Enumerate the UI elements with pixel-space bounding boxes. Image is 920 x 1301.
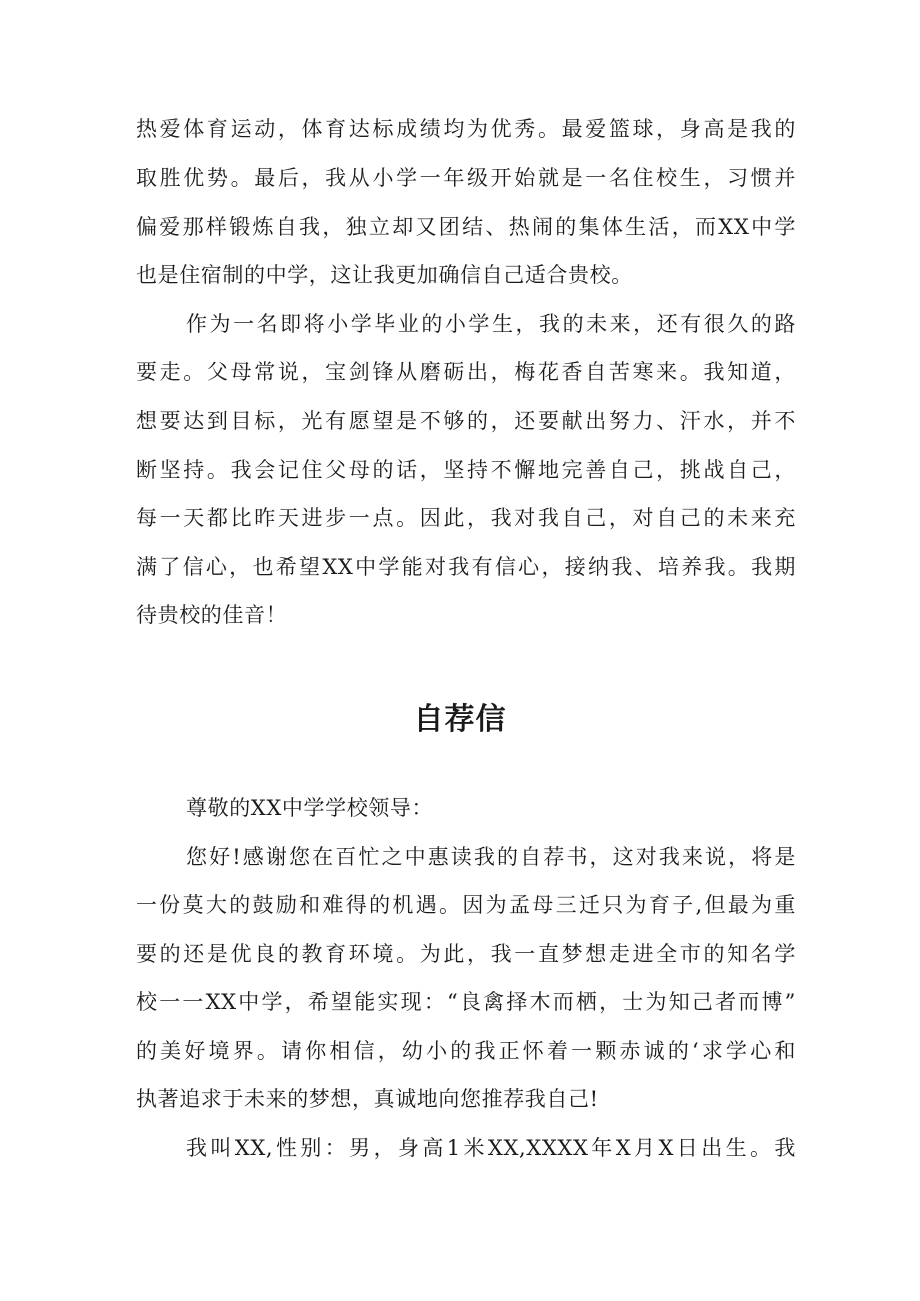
text-line: 想要达到目标，光有愿望是不够的，还要献出努力、汗水，并不 bbox=[136, 409, 796, 433]
text-line: 要的还是优良的教育环境。为此，我一直梦想走进全市的知名学 bbox=[136, 942, 796, 966]
text-line: 偏爱那样锻炼自我，独立却又团结、热闹的集体生活，而XX中学 bbox=[136, 215, 796, 239]
text-line: 校一一XX中学，希望能实现：“良禽择木而栖，士为知己者而博” bbox=[136, 990, 796, 1014]
text-line: 您好!感谢您在百忙之中惠读我的自荐书，这对我来说，将是 bbox=[186, 845, 796, 869]
text-line: 作为一名即将小学毕业的小学生，我的未来，还有很久的路 bbox=[186, 312, 796, 336]
text-line: 热爱体育运动，体育达标成绩均为优秀。最爱篮球，身高是我的 bbox=[136, 117, 796, 141]
text-line: 执著追求于未来的梦想，真诚地向您推荐我自己! bbox=[136, 1087, 599, 1111]
text-line: 要走。父母常说，宝剑锋从磨砺出，梅花香自苦寒来。我知道， bbox=[136, 360, 796, 384]
text-line: 每一天都比昨天进步一点。因此，我对我自己，对自己的未来充 bbox=[136, 506, 796, 530]
text-line: 取胜优势。最后，我从小学一年级开始就是一名住校生，习惯并 bbox=[136, 166, 796, 190]
text-line: 我叫XX,性别：男，身高1米XX,XXXX年X月X日出生。我 bbox=[186, 1136, 796, 1160]
text-line: 的美好境界。请你相信，幼小的我正怀着一颗赤诚的‘求学心和 bbox=[136, 1039, 796, 1063]
text-line: 待贵校的佳音！ bbox=[136, 603, 288, 627]
text-line: 一份莫大的鼓励和难得的机遇。因为孟母三迁只为育子,但最为重 bbox=[136, 893, 796, 917]
text-line: 也是住宿制的中学，这让我更加确信自己适合贵校。 bbox=[136, 263, 633, 287]
text-line: 断坚持。我会记住父母的话，坚持不懈地完善自己，挑战自己， bbox=[136, 458, 796, 482]
salutation: 尊敬的XX中学学校领导： bbox=[186, 796, 434, 820]
page-title: 自荐信 bbox=[413, 702, 507, 737]
text-line: 满了信心，也希望XX中学能对我有信心，接纳我、培养我。我期 bbox=[136, 555, 796, 579]
